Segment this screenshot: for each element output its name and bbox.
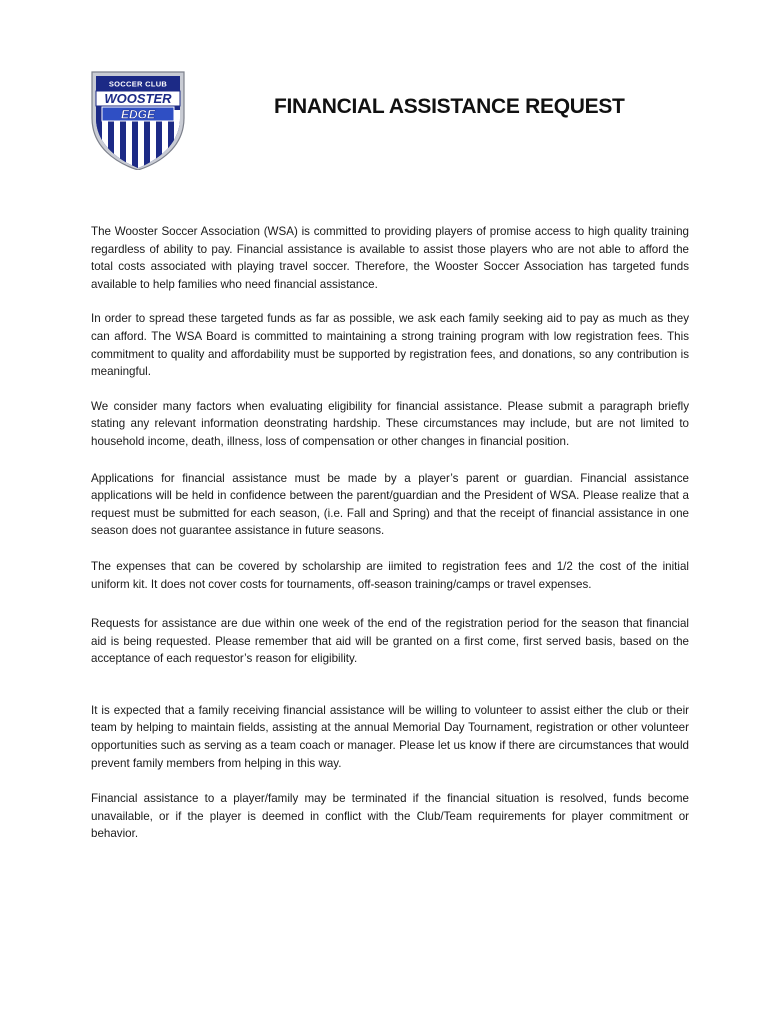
paragraph-volunteer: It is expected that a family receiving financial assistance will be willing to volunteer to assist either the club or their team by helping to maintain fields, assisting at the annual Memorial Day Tournament, registration or other volunteer opportunities such as serving as a team coach or manager. Please let us know if there are circumstances that would prevent family members from helping in this way. xyxy=(91,703,689,770)
logo-middle-text: WOOSTER xyxy=(104,91,172,106)
shield-crest-icon xyxy=(88,66,188,170)
paragraph-commitment: The Wooster Soccer Association (WSA) is committed to providing players of promise access to high quality training regardless of ability to pay. Financial assistance is available to assist those players who are not able to afford the total costs associated with playing travel soccer. Therefore, the Wooster Soccer Association has targeted funds available to help families who need financial assistance. xyxy=(91,225,689,291)
paragraph-applications: Applications for financial assistance must be made by a player’s parent or guardian. Financial assistance applications will be held in confidence between the parent/guardian and the President of WSA. Please realize that a request must be submitted for each season, (i.e. Fall and Spring) and that the receipt of financial assistance in one season does not guarantee assistance in future seasons. xyxy=(91,471,689,538)
paragraph-targeted-funds: In order to spread these targeted funds as far as possible, we ask each family seeking aid to pay as much as they can afford. The WSA Board is committed to maintaining a strong training program with low registration fees. This commitment to quality and affordability must be supported by registration fees, and donations, so any contribution is meaningful. xyxy=(91,312,689,379)
document-body xyxy=(91,223,689,843)
logo-top-text: SOCCER CLUB xyxy=(108,79,168,89)
paragraph-eligibility-factors: We consider many factors when evaluating eligibility for financial assistance. Please submit a paragraph briefly stating any relevant information deonstrating hardship. These circumstances may include, but are not limited to household income, death, illness, loss of compensation or other changes in financial position. xyxy=(91,399,689,448)
logo-bottom-text: EDGE xyxy=(120,107,156,122)
paragraph-covered-expenses: The expenses that can be covered by scholarship are iimited to registration fees and 1/2 the cost of the initial uniform kit. It does not cover costs for tournaments, off-season training/camps or travel expenses. xyxy=(91,559,689,591)
paragraph-termination: Financial assistance to a player/family may be terminated if the financial situation is resolved, funds become unavailable, or if the player is deemed in conflict with the Club/Team requirements for player commitment or behavior. xyxy=(91,792,689,841)
page-title: FINANCIAL ASSISTANCE REQUEST xyxy=(274,95,625,118)
wooster-edge-logo xyxy=(88,66,188,170)
paragraph-deadlines: Requests for assistance are due within one week of the end of the registration period for the season that financial aid is being requested. Please remember that aid will be granted on a first come, first served basis, based on the acceptance of each requestor’s reason for eligibility. xyxy=(91,617,689,666)
